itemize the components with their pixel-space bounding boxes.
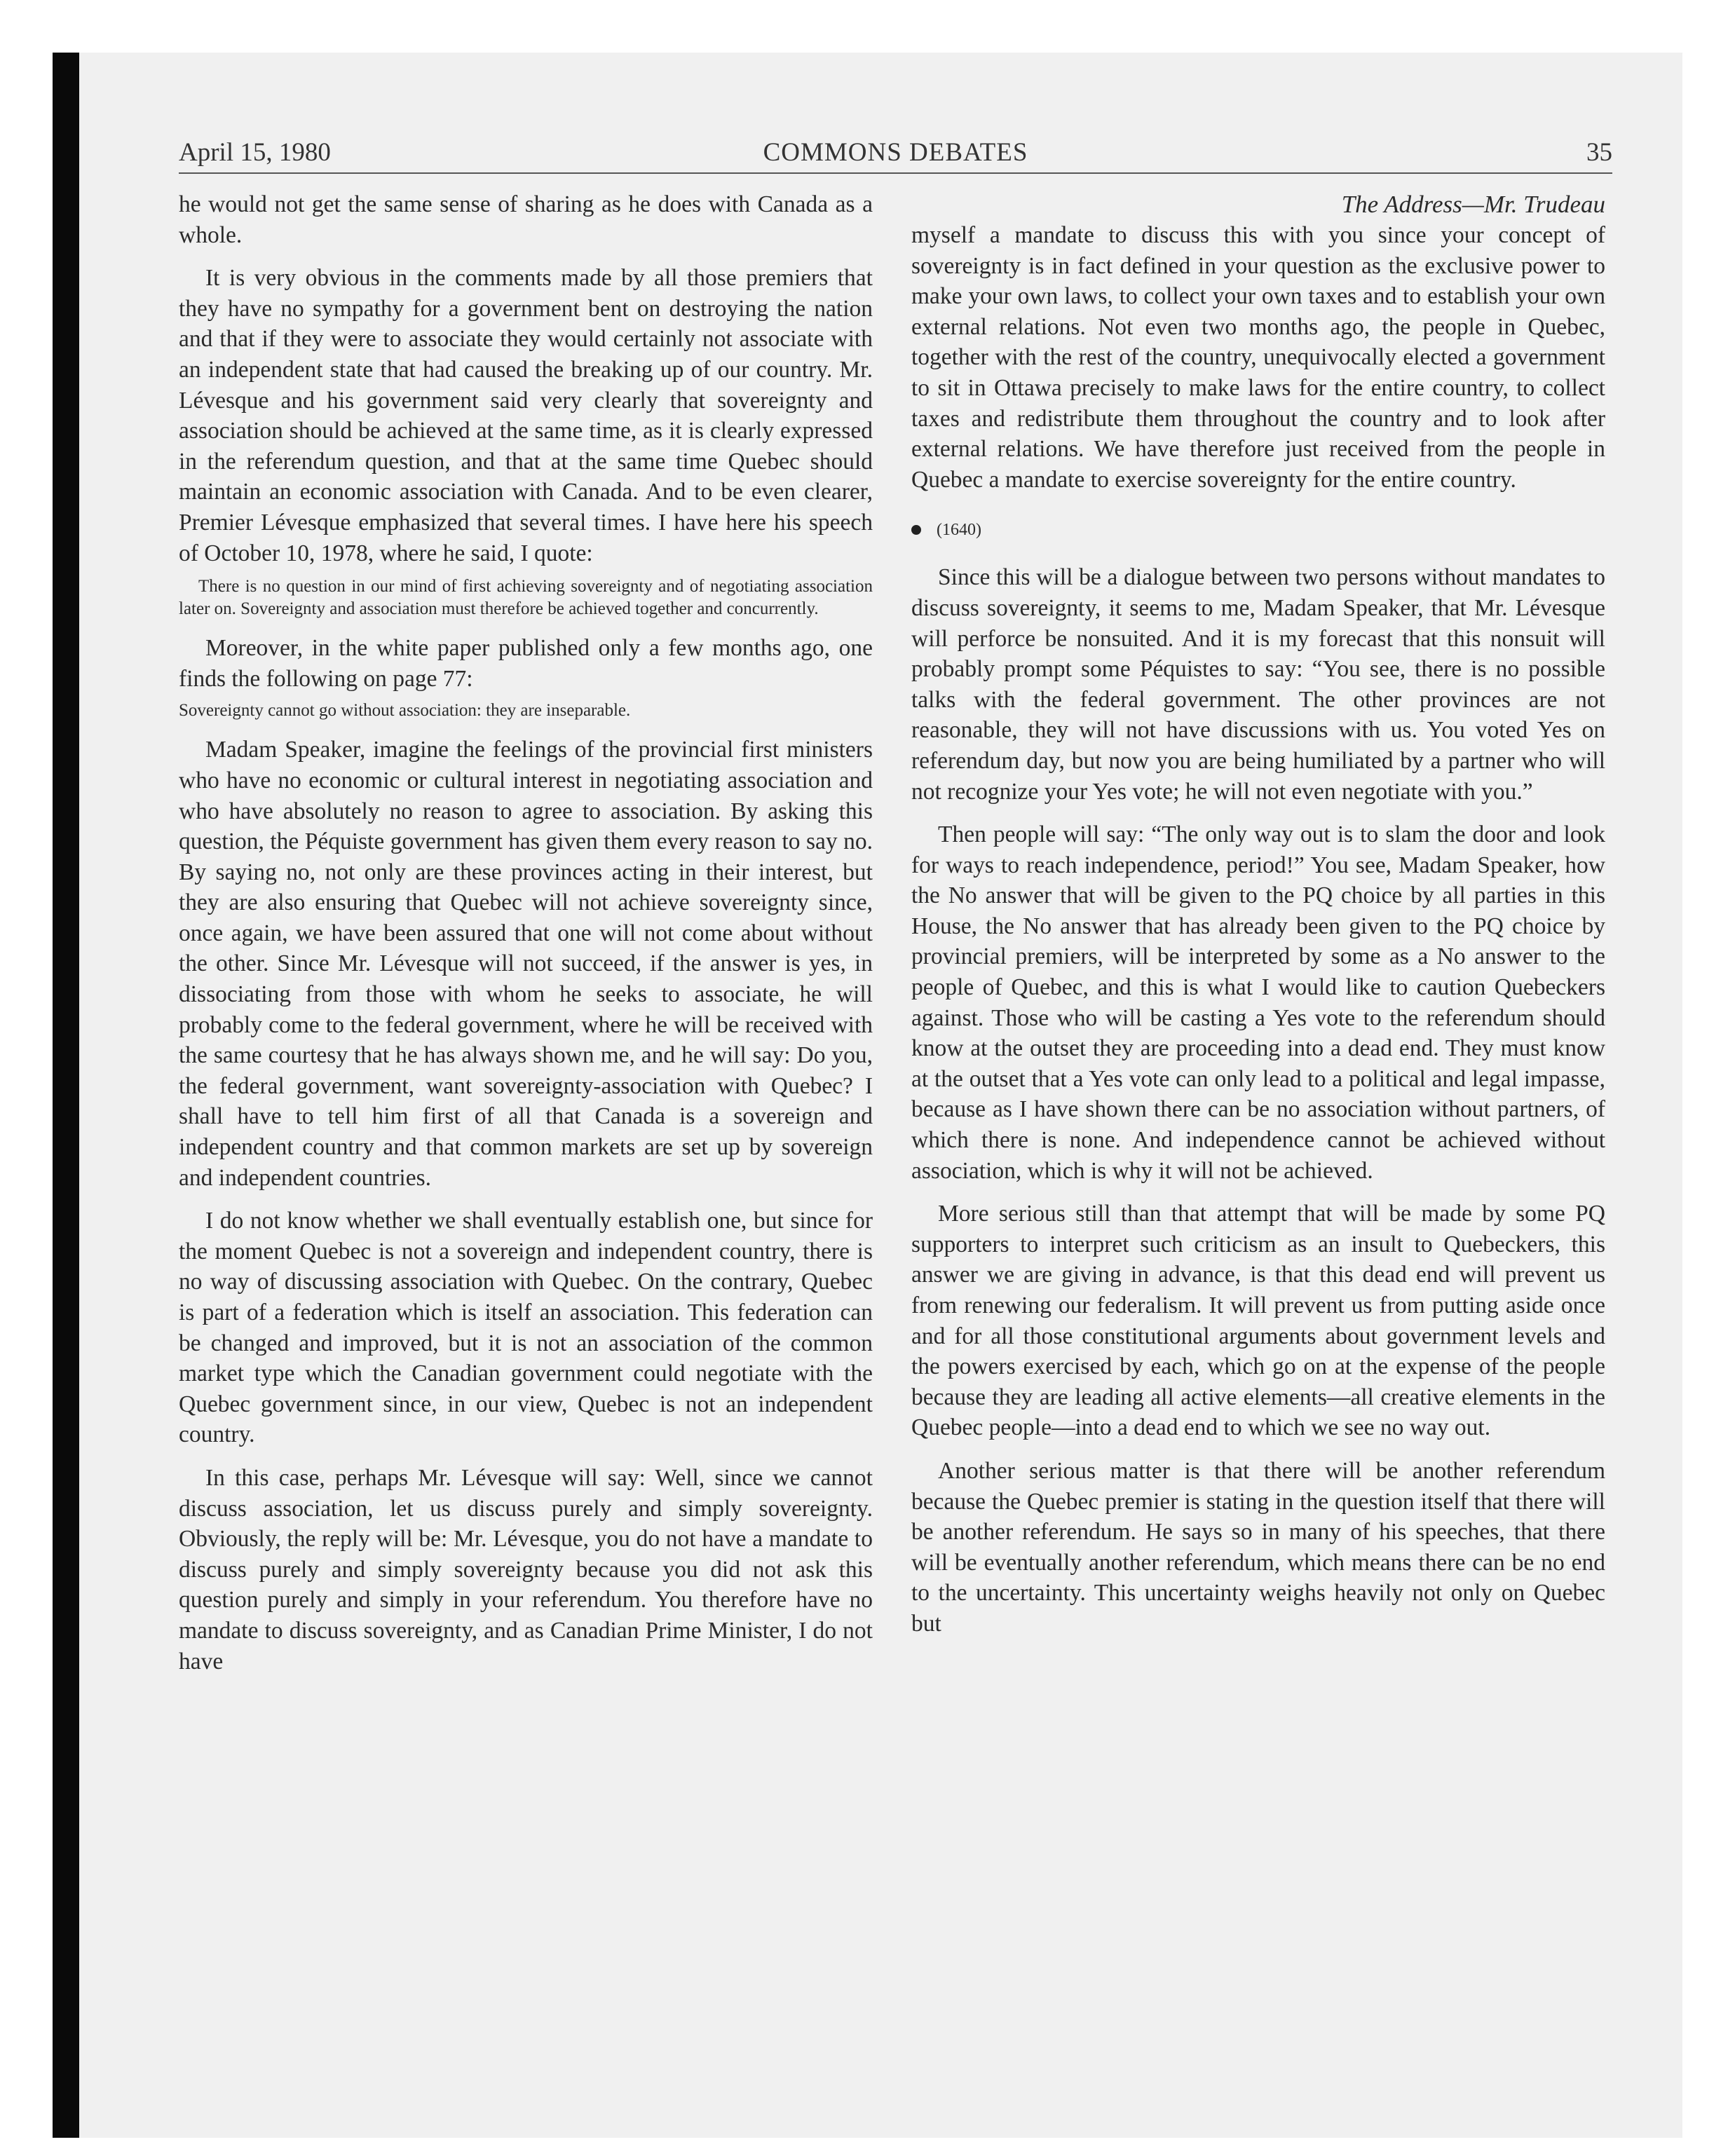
paragraph: myself a mandate to discuss this with you since your concept of sovereignty is in fact defined in your question as the exclusive power to make your own laws, to collect your own taxes and to establish your own external relations. Not even two months ago, the people in Quebec, together with the rest of the country, unequivocally elected a government to sit in Ottawa precisely to make laws for the entire country, to collect taxes and redistribute them throughout the country and to look after external relations. We have therefore just received from the people in Quebec a mandate to exercise sovereignty for the entire country. — [911, 222, 1605, 493]
paragraph: It is very obvious in the comments made by all those premiers that they have no sympathy for a government bent on destroying the nation and that if they were to associate they would certainly not associate with an independent state that had caused the breaking up of our country. Mr. Lévesque and his government said very clearly that sovereignty and association should be achieved at the same time, as it is clearly expressed in the referendum question, and that at the same time Quebec should maintain an economic association with Canada. And to be even clearer, Premier Lévesque emphasized that several times. I have here his speech of October 10, 1978, where he said, I quote: — [179, 265, 873, 566]
paragraph: Moreover, in the white paper published only a few months ago, one finds the following on page 77: — [179, 635, 873, 692]
page-number: 35 — [1586, 138, 1612, 167]
timestamp-marker — [911, 516, 1605, 544]
paragraph: I do not know whether we shall eventually establish one, but since for the moment Quebec is not a sovereign and independent country, there is no way of discussing association with Quebec. On the contrary, Quebec is part of a federation which is itself an association. This federation can be changed and improved, but it is not an association of the common market type which the Canadian government could negotiate with the Quebec government since, in our view, Quebec is not an independent country. — [179, 1208, 873, 1448]
paragraph: More serious still than that attempt that will be made by some PQ supporters to interpret such criticism as an insult to Quebeckers, this answer we are giving in advance, is that this dead end will prevent us from renewing our federalism. It will prevent us from putting aside once and for all those constitutional arguments about government levels and the powers exercised by each, which go on at the expense of the people because they are leading all active elements—all creative elements in the Quebec people—into a dead end to which we see no way out. — [911, 1201, 1605, 1441]
header-date: April 15, 1980 — [179, 138, 331, 167]
paragraph: Madam Speaker, imagine the feelings of the provincial first ministers who have no economic or cultural interest in negotiating association and who have absolutely no reason to agree to association. By asking this question, the Péquiste government has given them every reason to say no. By saying no, not only are these provinces acting in their interest, but they are also ensuring that Quebec will not achieve sovereignty since, once again, we have been assured that one will not come about without the other. Since Mr. Lévesque will not succeed, if the answer is yes, in dissociating from those with whom he seeks to associate, he will probably come to the federal government, where he will be received with the same courtesy that he has always shown me, and he will say: Do you, the federal government, want sovereignty-association with Quebec? I shall have to tell him first of all that Canada is a sovereign and independent country and that common markets are set up by sovereign and independent countries. — [179, 737, 873, 1191]
publication-title: COMMONS DEBATES — [763, 138, 1028, 167]
timestamp: (1640) — [937, 521, 981, 540]
block-quote: Sovereignty cannot go without association: they are inseparable. — [179, 701, 631, 721]
left-column — [179, 189, 873, 1677]
block-quote: There is no question in our mind of first achieving sovereignty and of negotiating association later on. Sovereignty and association must therefore be achieved together and concurrently. — [179, 577, 873, 619]
paragraph: Then people will say: “The only way out is to slam the door and look for ways to reach independence, period!” You see, Madam Speaker, how the No answer that will be given to the PQ choice by all parties in this House, the No answer that has already been given to the PQ choice by provincial premiers, will be interpreted by some as a No answer to the people of Quebec, and this is what I would like to caution Quebeckers against. Those who will be casting a Yes vote to the referendum should know at the outset they are proceeding into a dead end. They must know at the outset that a Yes vote can only lead to a political and legal impasse, because as I have shown there can be no association without partners, of which there is none. And independence cannot be achieved without association, which is why it will not be achieved. — [911, 821, 1605, 1184]
page-header — [179, 137, 1612, 174]
right-column — [911, 189, 1605, 1639]
bullet-icon — [911, 525, 921, 535]
running-head: The Address—Mr. Trudeau — [1341, 191, 1605, 218]
scan-edge — [53, 53, 79, 2138]
paragraph: Since this will be a dialogue between two persons without mandates to discuss sovereignty, it seems to me, Madam Speaker, that Mr. Lévesque will perforce be nonsuited. And it is my forecast that this nonsuit will probably prompt some Péquistes to say: “You see, there is no possible talks with the federal government. The other provinces are not reasonable, they will not have discussions with us. You voted Yes on referendum day, but now you are being humiliated by a partner who will not recognize your Yes vote; he will not even negotiate with you.” — [911, 564, 1605, 805]
paragraph: Another serious matter is that there will be another referendum because the Quebec premier is stating in the question itself that there will be another referendum. He says so in many of his speeches, that there will be eventually another referendum, which means there can be no end to the uncertainty. This uncertainty weighs heavily not only on Quebec but — [911, 1457, 1605, 1637]
paragraph: he would not get the same sense of sharing as he does with Canada as a whole. — [179, 191, 873, 248]
paragraph: In this case, perhaps Mr. Lévesque will say: Well, since we cannot discuss association, let us discuss purely and simply sovereignty. Obviously, the reply will be: Mr. Lévesque, you do not have a mandate to discuss purely and simply sovereignty because you did not ask this question purely and simply in your referendum. You therefore have no mandate to discuss sovereignty, and as Canadian Prime Minister, I do not have — [179, 1464, 873, 1674]
